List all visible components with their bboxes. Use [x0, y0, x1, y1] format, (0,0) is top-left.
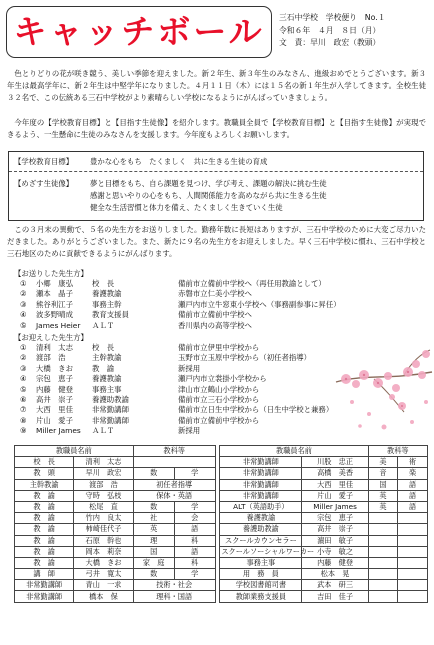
table-row — [15, 457, 428, 468]
staff-change-row — [20, 353, 311, 363]
table-cell: 弓井 寛太 — [74, 569, 133, 580]
table-cell: 教 諭 — [15, 546, 74, 557]
table-cell: 岡本 莉奈 — [74, 546, 133, 557]
intro-paragraph-2: 今年度の【学校教育目標】と【目指す生徒像】を紹介します。教職員全員で【学校教育目標】と【目指す生徒像】が実現できるよう、一生懸命に生徒のみなさんを支援します。今年度もよろしくお願いします。 — [7, 118, 426, 139]
table-cell: 技術・社会 — [133, 580, 215, 591]
staff-change-row — [20, 364, 200, 374]
teacher-role: ＡＬＴ — [92, 426, 115, 436]
teacher-destination: 備前市立備前中学校から — [178, 415, 260, 425]
table-cell: 大西 里佳 — [302, 479, 368, 490]
staff-table — [14, 445, 428, 603]
table-cell: 英 — [368, 490, 398, 501]
table-cell — [368, 535, 398, 546]
teacher-role: 事務主事 — [92, 384, 122, 394]
table-cell: 理科・国語 — [133, 591, 215, 602]
column-header: 教職員名前 — [220, 446, 368, 457]
table-cell: 語 — [398, 479, 428, 490]
teacher-role: 教 諭 — [92, 363, 115, 373]
table-cell: 科 — [174, 535, 215, 546]
table-cell — [398, 591, 428, 602]
staff-change-row — [20, 289, 252, 299]
teacher-role: 非常勤講師 — [92, 405, 129, 415]
teacher-name: 内藤 健登 — [36, 384, 73, 394]
table-cell: スクールソーシャルワーカー — [221, 546, 315, 556]
school-goals-box — [8, 151, 424, 221]
table-cell: 会 — [174, 513, 215, 524]
entry-number: ④ — [20, 374, 27, 384]
entry-number: ⑧ — [20, 415, 27, 425]
table-cell — [368, 580, 398, 591]
table-cell: 術 — [398, 457, 428, 468]
table-cell: 語 — [174, 524, 215, 535]
newsletter-title-box — [6, 6, 272, 58]
column-header: 教科等 — [368, 446, 427, 457]
table-cell — [368, 569, 398, 580]
table-cell: 理 — [133, 535, 174, 546]
entry-number: ⑦ — [20, 405, 27, 415]
table-cell: 楽 — [398, 468, 428, 479]
teacher-role: 養護教諭 — [92, 374, 122, 384]
table-cell: 清利 太志 — [74, 457, 133, 468]
teacher-role: ＡＬＴ — [92, 320, 115, 330]
teacher-name: 小郷 康弘 — [36, 279, 73, 288]
table-row — [15, 501, 428, 512]
teacher-destination: 備前市立日生中学校から（日生中学校と兼務） — [178, 405, 334, 415]
table-cell: Miller James — [302, 501, 368, 512]
teacher-name: Miller James — [36, 426, 81, 436]
table-cell: 国 — [368, 479, 398, 490]
table-cell: 語 — [398, 501, 428, 512]
table-cell — [368, 591, 398, 602]
staff-change-row — [20, 321, 252, 331]
table-cell: 学 — [174, 501, 215, 512]
table-cell: 校 長 — [15, 457, 74, 468]
teacher-role: 非常勤講師 — [92, 415, 129, 425]
table-cell: 英 — [368, 501, 398, 512]
staff-change-row — [20, 310, 252, 320]
table-cell — [398, 513, 428, 524]
table-cell — [368, 546, 398, 557]
table-cell: 語 — [398, 490, 428, 501]
teacher-name: 清利 太志 — [36, 343, 73, 352]
table-cell — [368, 513, 398, 524]
transfer-paragraph: この３月末の異動で、５名の先生方をお送りしました。勤務年数に長短はありますが、三石中学校のために大変ご尽力いただきました。ありがとうございました。また、新たに９名の先生方をお迎えしました。早く三石中学校に慣れ、三石中学校と三石地区のために貢献できるようにがんばります。 — [7, 225, 426, 258]
teacher-name: 高井 崇子 — [36, 395, 73, 404]
table-cell: 数 — [133, 569, 174, 580]
table-cell: 音 — [368, 468, 398, 479]
teacher-destination: 瀬戸内市立裳掛小学校から — [178, 374, 267, 384]
staff-change-row — [20, 374, 267, 384]
table-cell: 教 諭 — [15, 513, 74, 524]
intro-paragraph-1: 色とりどりの花が咲き競う、美しい季節を迎えました。新２年生、新３年生のみなさん、進級おめでとうございます。新３年生は最高学年に、新２年生は中堅学年になりました。４月１１日（木）には１５名の新１年生が入学してきます。全校生徒３２名で、この伝統ある三石中学校がより素晴らしい学校になるようにがんばっていきましょう。 — [7, 69, 426, 102]
table-cell: 語 — [174, 546, 215, 557]
table-cell: 非常勤講師 — [220, 457, 302, 468]
teacher-destination: 備前市立備前中学校へ — [178, 310, 252, 320]
table-cell: 数 — [133, 468, 174, 479]
table-cell: 非常勤講師 — [220, 490, 302, 501]
staff-change-row — [20, 343, 259, 353]
table-cell — [398, 535, 428, 546]
table-row — [15, 580, 428, 591]
staff-change-row — [20, 416, 259, 426]
goal-row — [14, 156, 267, 168]
table-cell: 柿崎佳代子 — [74, 524, 133, 535]
table-cell: 非常勤講師 — [220, 479, 302, 490]
issue-info — [279, 6, 426, 58]
table-cell — [398, 569, 428, 580]
table-cell: スクールカウンセラー — [220, 535, 302, 546]
table-cell: 国 — [133, 546, 174, 557]
ideal-student-row — [14, 190, 327, 202]
table-cell: 非常勤講師 — [220, 468, 302, 479]
table-cell — [133, 457, 215, 468]
table-cell: 守時 弘枝 — [74, 490, 133, 501]
goals-divider — [9, 171, 423, 172]
table-row — [15, 546, 428, 557]
entry-number: ① — [20, 279, 27, 288]
teacher-role: 主幹教諭 — [92, 353, 122, 363]
teacher-destination: 備前市立伊里中学校から — [178, 343, 260, 352]
masthead — [6, 6, 426, 58]
issue-line: 三石中学校 学校便り No.１ — [279, 13, 386, 22]
cherry-blossom-illustration — [334, 342, 434, 437]
teacher-destination: 新採用 — [178, 363, 201, 373]
teacher-name: 宗包 恵子 — [36, 374, 73, 384]
teacher-role: 事務主幹 — [92, 299, 122, 309]
table-cell: 英 — [133, 524, 174, 535]
table-row — [15, 569, 428, 580]
teacher-name: 大西 里佳 — [36, 405, 73, 415]
table-cell: 大橋 きお — [74, 557, 133, 568]
teacher-destination: 津山市立鶴山小学校から — [178, 384, 260, 394]
table-cell: 教 諭 — [15, 501, 74, 512]
date-line: 令和６年 ４月 ８日（月） — [279, 25, 381, 35]
entry-number: ② — [20, 353, 27, 363]
table-cell: 用 務 員 — [220, 569, 302, 580]
table-cell: 学 — [174, 468, 215, 479]
teacher-destination: 赤磐市立仁美小学校へ — [178, 289, 252, 299]
table-cell: 石原 幹也 — [74, 535, 133, 546]
goal-text: 豊かな心をもち たくましく 共に生きる生徒の育成 — [90, 157, 268, 166]
teacher-name: 波多野晴成 — [36, 310, 73, 320]
table-cell: 教 諭 — [15, 524, 74, 535]
table-cell: 教師業務支援員 — [220, 591, 302, 602]
table-cell: 武本 研三 — [302, 580, 368, 591]
table-row — [15, 535, 428, 546]
teacher-name: 渡部 浩 — [36, 353, 66, 363]
teacher-destination: 香川県内の高等学校へ — [178, 320, 252, 330]
table-cell — [368, 557, 398, 568]
table-row — [15, 591, 428, 602]
table-cell: 養護教諭 — [220, 513, 302, 524]
ideal-student-line: 夢と目標をもち、自ら課題を見つけ、学び考え、課題の解決に挑む生徒 — [90, 179, 327, 188]
table-row — [15, 524, 428, 535]
table-cell: 早川 政宏 — [74, 468, 133, 479]
table-cell — [368, 524, 398, 535]
table-cell: ALT（英語助手） — [220, 501, 302, 512]
ideal-student-label: 【めざす生徒像】 — [14, 179, 74, 188]
ideal-student-line: 感謝と思いやりの心をもち、人間関係能力を高めながら共に生きる生徒 — [90, 191, 327, 200]
table-cell: 養護助教諭 — [220, 524, 302, 535]
table-cell: 宗包 恵子 — [302, 513, 368, 524]
table-cell: 片山 愛子 — [302, 490, 368, 501]
teacher-name: James Heier — [36, 320, 81, 330]
table-cell: 非常勤講師 — [15, 591, 74, 602]
ideal-student-line: 健全な生活習慣と体力を備え、たくましく生きていく生徒 — [90, 203, 283, 212]
ideal-student-row — [14, 178, 327, 190]
table-cell: 小寺 敏之 — [302, 546, 368, 557]
teacher-name: 瀬本 晶子 — [36, 289, 73, 299]
table-cell: 講 師 — [15, 569, 74, 580]
staff-change-row — [20, 385, 259, 395]
table-cell — [398, 546, 428, 557]
teacher-destination: 新採用 — [178, 426, 201, 436]
teacher-role: 校 長 — [92, 279, 115, 288]
entry-number: ⑤ — [20, 384, 27, 394]
column-header: 教職員名前 — [15, 446, 134, 457]
teacher-role: 養護助教諭 — [92, 395, 129, 404]
teacher-destination: 備前市立備前中学校へ（再任用教諭として） — [178, 279, 326, 288]
teacher-role: 校 長 — [92, 343, 115, 352]
staff-change-row — [20, 395, 259, 405]
entry-number: ② — [20, 289, 27, 299]
column-header: 教科等 — [133, 446, 215, 457]
entry-number: ③ — [20, 363, 27, 373]
teacher-name: 片山 愛子 — [36, 415, 73, 425]
table-cell: 学校図書館司書 — [220, 580, 302, 591]
table-cell: 初任者指導 — [133, 479, 215, 490]
entry-number: ⑤ — [20, 320, 27, 330]
teacher-name: 熊谷利江子 — [36, 299, 73, 309]
table-cell: 社 — [133, 513, 174, 524]
table-cell — [398, 580, 428, 591]
table-cell: 松本 晃 — [302, 569, 368, 580]
goal-label: 【学校教育目標】 — [14, 157, 74, 166]
entry-number: ⑨ — [20, 426, 27, 436]
table-cell: 濵田 敏子 — [302, 535, 368, 546]
table-cell: 数 — [133, 501, 174, 512]
staff-change-row — [20, 405, 333, 415]
table-cell: 青山 一求 — [74, 580, 133, 591]
staff-change-row — [20, 300, 341, 310]
table-cell — [398, 524, 428, 535]
entry-number: ① — [20, 343, 27, 352]
table-cell: 竹内 良太 — [74, 513, 133, 524]
table-cell: 川股 忠正 — [302, 457, 368, 468]
editor-line: 文 責：早川 政宏（教頭） — [279, 38, 381, 47]
arriving-title: 【お迎えした先生方】 — [14, 333, 88, 342]
table-cell: 渡部 浩 — [74, 479, 133, 490]
table-cell: 家 庭 — [133, 557, 174, 568]
table-cell: 教 諭 — [15, 490, 74, 501]
staff-change-row — [20, 426, 200, 436]
table-cell: 事務主事 — [220, 557, 302, 568]
teacher-destination: 備前市立三石小学校から — [178, 395, 260, 404]
table-cell: 学 — [174, 569, 215, 580]
ideal-student-row — [14, 202, 283, 214]
table-row — [15, 557, 428, 568]
table-cell: 高井 崇子 — [302, 524, 368, 535]
table-row — [15, 513, 428, 524]
table-cell: 主幹教諭 — [15, 479, 74, 490]
table-cell: 吉田 佳子 — [302, 591, 368, 602]
table-row — [15, 479, 428, 490]
table-cell: 教 諭 — [15, 535, 74, 546]
table-row — [15, 468, 428, 479]
table-cell: 松尾 直 — [74, 501, 133, 512]
newsletter-title: キャッチボール — [13, 11, 265, 51]
table-cell: 科 — [174, 557, 215, 568]
table-cell: 教 頭 — [15, 468, 74, 479]
entry-number: ⑥ — [20, 395, 27, 404]
teacher-destination: 瀬戸内市立牛窓東小学校へ（事務副参事に昇任） — [178, 299, 341, 309]
teacher-role: 養護教諭 — [92, 289, 122, 299]
table-cell: 橋本 保 — [74, 591, 133, 602]
teacher-destination: 玉野市立玉原中学校から（初任者指導） — [178, 353, 312, 363]
table-cell: 教 諭 — [15, 557, 74, 568]
entry-number: ④ — [20, 310, 27, 320]
staff-change-row — [20, 279, 326, 289]
departing-title: 【お送りした先生方】 — [14, 269, 88, 278]
teacher-role: 教育支援員 — [92, 310, 129, 320]
table-cell: 高橋 美香 — [302, 468, 368, 479]
table-row — [15, 490, 428, 501]
table-header-row — [15, 446, 428, 457]
table-cell — [398, 557, 428, 568]
table-cell: 美 — [368, 457, 398, 468]
table-cell: 非常勤講師 — [15, 580, 74, 591]
staff-changes — [14, 268, 424, 466]
entry-number: ③ — [20, 299, 27, 309]
table-cell: 保体・英語 — [133, 490, 215, 501]
teacher-name: 大橋 きお — [36, 363, 73, 373]
table-cell: 内藤 健登 — [302, 557, 368, 568]
